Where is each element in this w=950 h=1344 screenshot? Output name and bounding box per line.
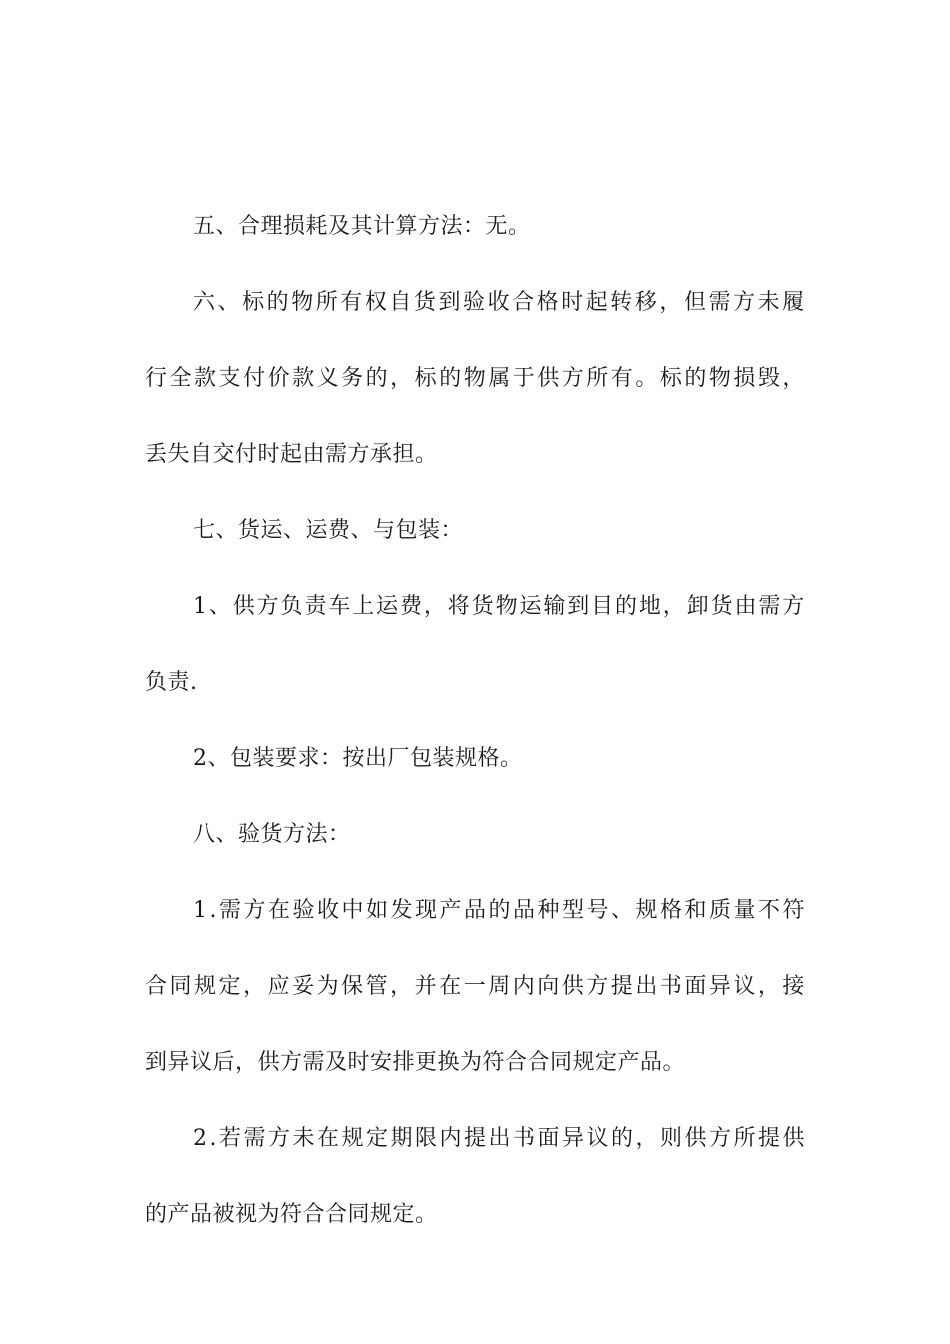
char: 质 (708, 898, 732, 923)
char: ， (757, 974, 781, 999)
char: ， (659, 290, 682, 315)
char: 面 (537, 1126, 560, 1151)
section-6-line-2 (145, 364, 805, 394)
char: 出 (635, 974, 658, 999)
char: 1 (193, 594, 208, 619)
char: 于 (512, 366, 536, 391)
section-6-line-1 (193, 288, 805, 318)
char: 标 (242, 290, 265, 315)
char: 款 (194, 366, 217, 391)
char: 为 (316, 974, 340, 999)
char: 所 (315, 290, 339, 315)
char: 如 (365, 898, 389, 923)
section-7-item-2: 2、包装要求：按出厂包装规格。 (193, 746, 523, 771)
char: 付 (243, 366, 266, 391)
char: 权 (364, 290, 388, 315)
char: 限 (414, 1126, 438, 1151)
char: 提 (463, 1126, 487, 1151)
char: 。 (635, 366, 658, 391)
char: 议 (586, 1126, 609, 1151)
char: 需 (708, 290, 731, 315)
char: 若 (218, 1126, 242, 1151)
char: 异 (561, 1126, 585, 1151)
char: 未 (757, 290, 781, 315)
section-5-text: 五、合理损耗及其计算方法：无。 (193, 214, 531, 239)
char: 货 (413, 290, 437, 315)
char: 供 (537, 366, 560, 391)
char: 运 (376, 594, 399, 619)
char: 合 (145, 974, 168, 999)
char: 面 (684, 974, 707, 999)
char: 需 (243, 1126, 266, 1151)
char: 发 (390, 898, 413, 923)
char: 全 (169, 366, 193, 391)
char: 物 (708, 366, 732, 391)
char: 车 (328, 594, 351, 619)
char: 输 (543, 594, 566, 619)
char: 向 (537, 974, 560, 999)
char: ， (782, 366, 805, 391)
char: 供 (684, 1126, 707, 1151)
char: 到 (438, 290, 461, 315)
char: 货 (710, 594, 734, 619)
char: 方 (561, 366, 585, 391)
char: 1 (193, 898, 208, 923)
section-8-heading: 八、验货方法： (193, 822, 351, 847)
char: 期 (390, 1126, 413, 1151)
char: 验 (292, 898, 315, 923)
char: 内 (439, 1126, 462, 1151)
char: 的 (684, 366, 707, 391)
char: 、 (610, 898, 634, 923)
char: 接 (782, 974, 805, 999)
char: 则 (659, 1126, 683, 1151)
char: ， (635, 1126, 658, 1151)
char: ， (390, 974, 413, 999)
char: 、 (208, 594, 232, 619)
char: 方 (267, 1126, 291, 1151)
char: 费 (400, 594, 423, 619)
char: 时 (561, 290, 584, 315)
char: ， (243, 974, 266, 999)
char: 在 (316, 1126, 340, 1151)
char: 品 (463, 898, 487, 923)
char: 的 (365, 366, 389, 391)
char: 上 (352, 594, 375, 619)
section-8-item-2-line-2: 的产品被视为符合合同规定。 (145, 1202, 438, 1227)
char: 格 (659, 898, 683, 923)
char: 物 (495, 594, 519, 619)
char: 种 (537, 898, 560, 923)
char: 格 (536, 290, 560, 315)
char: 所 (733, 1126, 756, 1151)
char: 属 (488, 366, 511, 391)
char: 提 (610, 974, 634, 999)
char: 将 (447, 594, 471, 619)
char: 卸 (686, 594, 710, 619)
char: 价 (267, 366, 291, 391)
char: 毁 (757, 366, 781, 391)
char: 保 (341, 974, 364, 999)
char: 方 (782, 594, 805, 619)
char: . (209, 1126, 217, 1151)
char: 物 (291, 290, 314, 315)
char: 目 (591, 594, 614, 619)
char: 责 (304, 594, 327, 619)
char: 书 (659, 974, 683, 999)
char: 提 (757, 1126, 781, 1151)
char: 量 (733, 898, 756, 923)
char: 方 (708, 1126, 732, 1151)
char: 有 (610, 366, 634, 391)
char: 起 (585, 290, 609, 315)
char: 履 (782, 290, 805, 315)
char: 货 (471, 594, 495, 619)
char: 品 (512, 898, 536, 923)
char: 周 (488, 974, 511, 999)
char: 由 (734, 594, 757, 619)
char: 产 (439, 898, 462, 923)
char: 的 (615, 594, 638, 619)
char: 符 (782, 898, 805, 923)
char: 规 (341, 1126, 364, 1151)
section-7-item-1-line-2: 负责. (145, 670, 198, 695)
char: 内 (512, 974, 536, 999)
char: 支 (218, 366, 242, 391)
char: 异 (708, 974, 732, 999)
char: 供 (232, 594, 256, 619)
section-8-item-1-line-2 (145, 972, 805, 1002)
char: 物 (463, 366, 487, 391)
char: 同 (169, 974, 193, 999)
section-8-item-1-line-3: 到异议后，供方需及时安排更换为符合合同规定产品。 (145, 1050, 686, 1075)
char: 损 (733, 366, 756, 391)
section-7-item-1-line-1 (193, 592, 805, 622)
char: 在 (267, 898, 291, 923)
char: 负 (280, 594, 304, 619)
char: 不 (757, 898, 781, 923)
char: 方 (243, 898, 266, 923)
char: 一 (463, 974, 487, 999)
char: 书 (512, 1126, 536, 1151)
char: 供 (561, 974, 585, 999)
char: 的 (610, 1126, 634, 1151)
char: 供 (782, 1126, 805, 1151)
char: 收 (487, 290, 511, 315)
char: 规 (194, 974, 217, 999)
char: 行 (145, 366, 168, 391)
char: . (209, 898, 217, 923)
char: 的 (439, 366, 462, 391)
char: 应 (267, 974, 291, 999)
char: 务 (341, 366, 364, 391)
char: 方 (586, 974, 609, 999)
char: 议 (733, 974, 756, 999)
char: 2 (193, 1126, 208, 1151)
char: 现 (414, 898, 438, 923)
char: 在 (439, 974, 462, 999)
char: 型 (561, 898, 585, 923)
char: 定 (365, 1126, 389, 1151)
char: 方 (256, 594, 280, 619)
char: 转 (610, 290, 633, 315)
char: 需 (218, 898, 242, 923)
char: ， (423, 594, 447, 619)
char: ， (390, 366, 413, 391)
char: 款 (292, 366, 315, 391)
char: 中 (341, 898, 364, 923)
char: 方 (733, 290, 756, 315)
char: 的 (488, 898, 511, 923)
char: 所 (586, 366, 609, 391)
char: 六 (193, 290, 216, 315)
char: 出 (488, 1126, 511, 1151)
char: 有 (340, 290, 363, 315)
char: 标 (659, 366, 683, 391)
char: 号 (586, 898, 609, 923)
section-8-item-1-line-1 (193, 896, 805, 926)
section-8-item-2-line-1 (193, 1124, 805, 1154)
char: 标 (414, 366, 438, 391)
char: 规 (635, 898, 658, 923)
char: 但 (683, 290, 707, 315)
char: 管 (365, 974, 389, 999)
char: 和 (684, 898, 707, 923)
char: ， (662, 594, 686, 619)
char: 妥 (292, 974, 315, 999)
char: 、 (217, 290, 241, 315)
char: 义 (316, 366, 340, 391)
char: 自 (389, 290, 412, 315)
section-6-line-3: 丢失自交付时起由需方承担。 (145, 442, 438, 467)
char: 的 (266, 290, 290, 315)
section-7-heading: 七、货运、运费、与包装： (193, 518, 464, 543)
char: 到 (567, 594, 590, 619)
char: 验 (463, 290, 486, 315)
char: 运 (519, 594, 542, 619)
char: 定 (218, 974, 242, 999)
char: 收 (316, 898, 340, 923)
char: 并 (414, 974, 438, 999)
char: 需 (758, 594, 781, 619)
char: 地 (638, 594, 662, 619)
char: 移 (634, 290, 658, 315)
char: 合 (512, 290, 535, 315)
char: 未 (292, 1126, 315, 1151)
